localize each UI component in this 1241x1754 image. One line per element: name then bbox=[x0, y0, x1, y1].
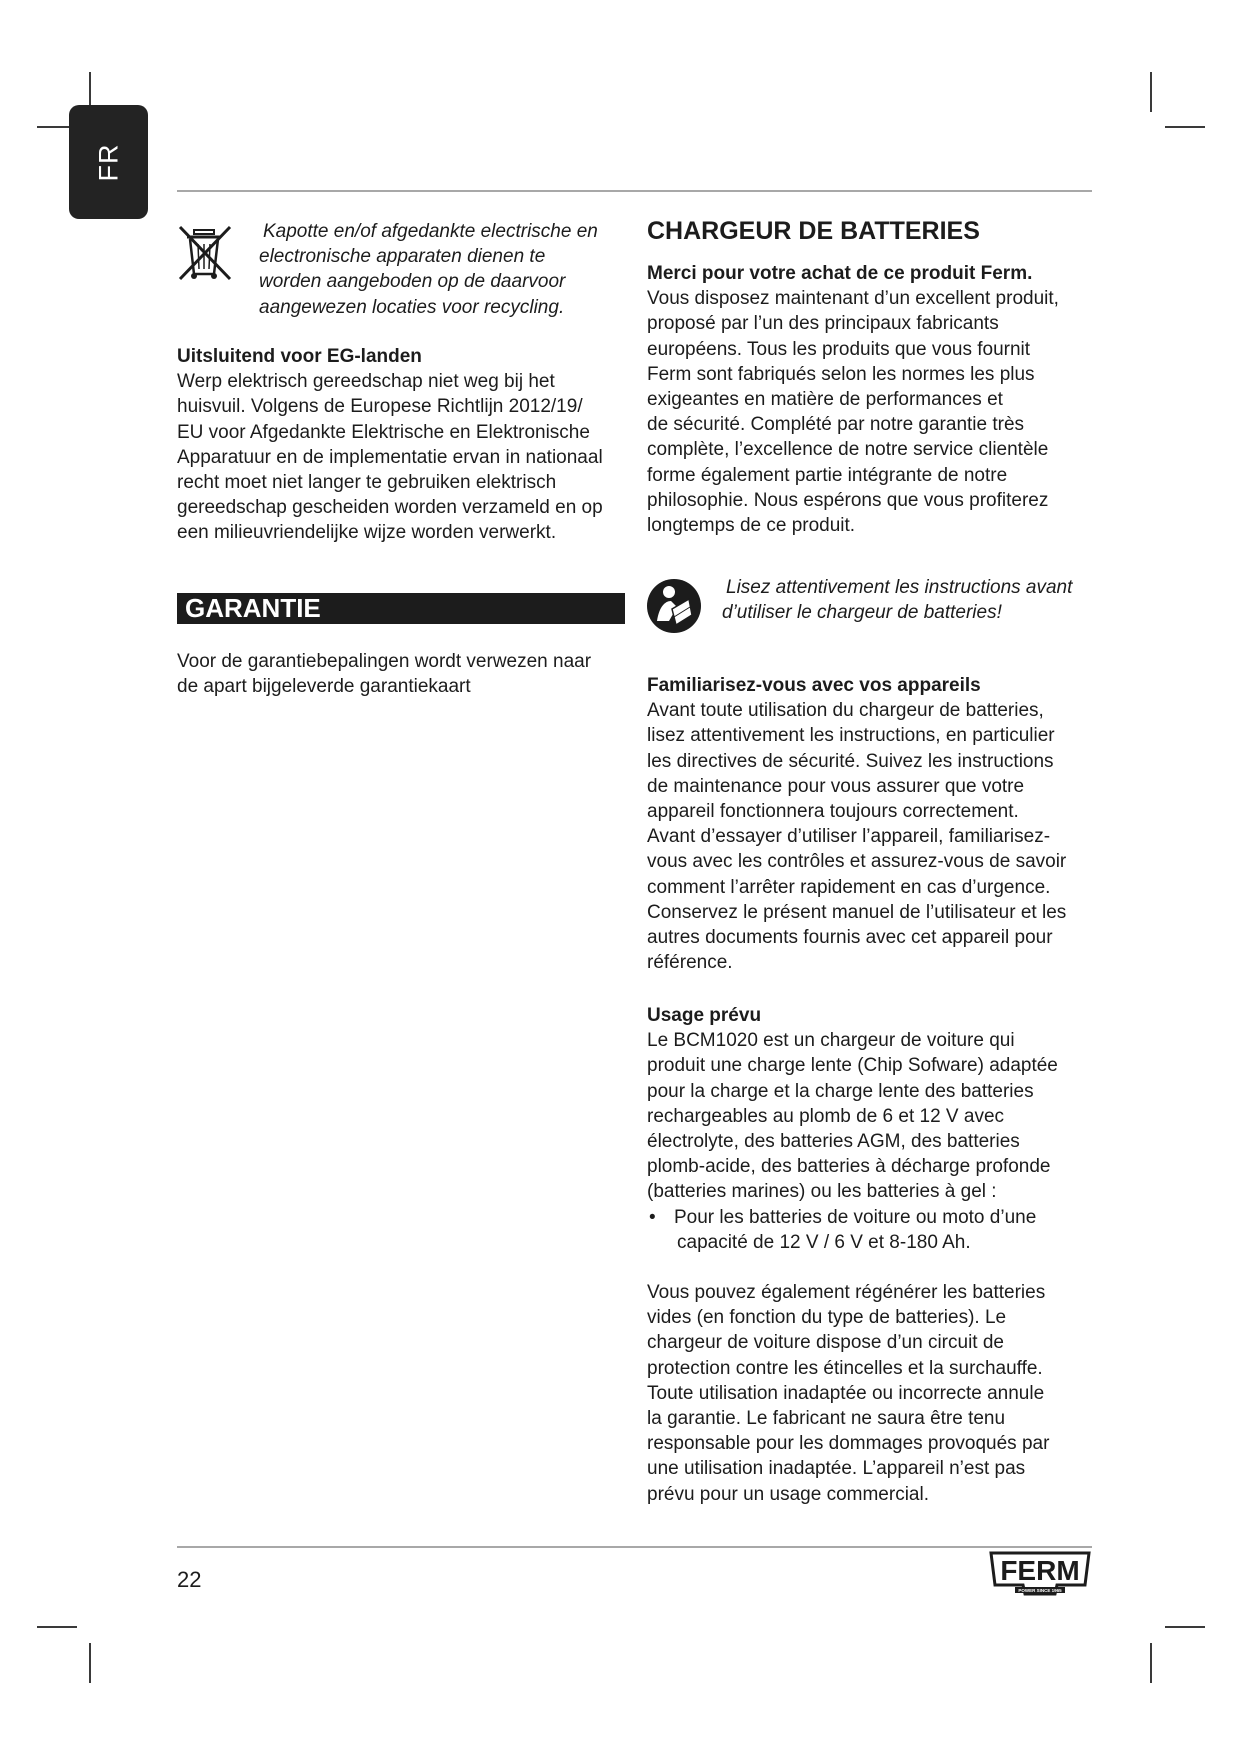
crop-mark bbox=[1150, 1643, 1152, 1683]
garantie-title: GARANTIE bbox=[177, 593, 625, 624]
list-item: • Pour les batteries de voiture ou moto d’une capacité de 12 V / 6 V et 8-180 Ah. bbox=[647, 1205, 1107, 1255]
read-note: Lisez attentivement les instructions avant d’utiliser le chargeur de batteries! bbox=[722, 577, 1073, 624]
crossed-bin-icon bbox=[177, 224, 233, 282]
crop-mark bbox=[1165, 126, 1205, 128]
svg-text:POWER SINCE 1965: POWER SINCE 1965 bbox=[1018, 1588, 1062, 1593]
crop-mark bbox=[1165, 1626, 1205, 1628]
familiar-heading: Familiarisez-vous avec vos appareils bbox=[647, 675, 981, 696]
eu-section: Uitsluitend voor EG-landen Werp elektrisch gereedschap niet weg bij het huisvuil. Volgens de Europese Richtlijn 2012/19/ EU voor Afgedankte Elektrische en Elektronische Apparatuur en de implementatie ervan in nationaal recht moet niet langer te gebruiken elektrisch gereedschap gescheiden worden verzameld en op een milieuvriendelijke wijze worden verwerkt. bbox=[177, 344, 637, 546]
language-label: FR bbox=[93, 143, 123, 181]
ferm-logo bbox=[985, 1550, 1095, 1596]
garantie-text: Voor de garantiebepalingen wordt verwezen naar de apart bijgeleverde garantiekaart bbox=[177, 651, 592, 698]
read-manual-icon bbox=[645, 577, 703, 635]
page-title: CHARGEUR DE BATTERIES bbox=[647, 217, 980, 245]
page-number: 22 bbox=[177, 1567, 202, 1592]
regen-section: Vous pouvez également régénérer les batteries vides (en fonction du type de batteries). Le chargeur de voiture dispose d’un circuit de protection contre les étincelles et la surchauffe. Toute utilisation inadaptée ou incorrecte annule la garantie. Le fabricant ne saura être tenu responsable pour les dommages provoqués par une utilisation inadaptée. L’appareil n’est pas prévu pour un usage commercial. bbox=[647, 1282, 1050, 1505]
eu-heading: Uitsluitend voor EG-landen bbox=[177, 346, 422, 367]
intro-section: CHARGEUR DE BATTERIES Merci pour votre achat de ce produit Ferm. Vous disposez maintenant d’un excellent produit, proposé par l’un des principaux fabricants européens. Tous les produits que vous fournit Ferm sont fabriqués selon les normes les plus exigeantes en matière de performances et de sécurité. Complété par notre garantie très complète, l’excellence de notre service clientèle forme également partie intégrante de notre philosophie. Nous espérons que vous profiterez longtemps de ce produit. bbox=[647, 216, 1107, 538]
footer-rule bbox=[177, 1546, 1092, 1548]
header-rule bbox=[177, 190, 1092, 192]
usage-section: Usage prévu Le BCM1020 est un chargeur de voiture qui produit une charge lente (Chip Sofware) adaptée pour la charge et la charge lente des batteries rechargeables au plomb de 6 et 12 V avec électrolyte, des batteries AGM, des batteries plomb-acide, des batteries à décharge profonde (batteries marines) ou les batteries à gel : • Pour les batteries de voiture ou moto d’une capacité de 12 V / 6 V et 8-180 Ah. bbox=[647, 1003, 1107, 1255]
familiar-section: Familiarisez-vous avec vos appareils Avant toute utilisation du chargeur de batteries, lisez attentivement les instructions, en particulier les directives de sécurité. Suivez les instructions de maintenance pour vous assurer que votre appareil fonctionnera toujours correctement. Avant d’essayer d’utiliser l’appareil, familiarisez- vous avec les contrôles et assurez-vous de savoir comment l’arrêter rapidement en cas d’urgence. Conservez le présent manuel de l’utilisateur et les autres documents fournis avec cet appareil pour référence. bbox=[647, 673, 1107, 975]
language-tab bbox=[69, 105, 148, 219]
usage-heading: Usage prévu bbox=[647, 1005, 762, 1026]
bullet-marker: • bbox=[649, 1206, 656, 1228]
crop-mark bbox=[37, 1626, 77, 1628]
crop-mark bbox=[1150, 72, 1152, 112]
thanks-heading: Merci pour votre achat de ce produit Ferm. bbox=[647, 263, 1033, 284]
crop-mark bbox=[89, 1643, 91, 1683]
svg-text:FERM: FERM bbox=[1000, 1555, 1080, 1586]
weee-note: Kapotte en/of afgedankte electrische en electronische apparaten dienen te worden aangeboden op de daarvoor aangewezen locaties voor recycling. bbox=[259, 221, 598, 318]
